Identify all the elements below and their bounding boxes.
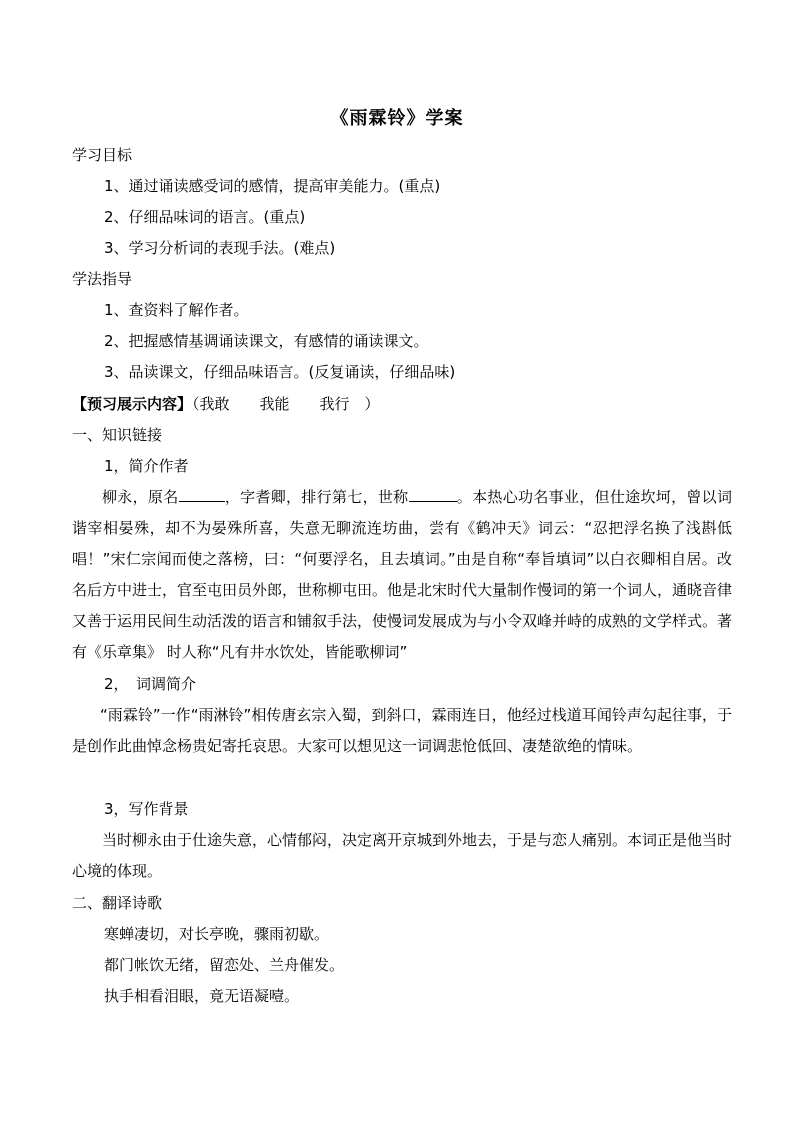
tune-paragraph: “雨霖铃”一作“雨淋铃”相传唐玄宗入蜀，到斜口，霖雨连日，他经过栈道耳闻铃声勾起往事，于是创作此曲悼念杨贵妃寄托哀思。大家可以想见这一词调悲怆低回、凄楚欲绝的情味。 <box>72 706 732 755</box>
translate-heading: 二、翻译诗歌 <box>72 894 163 912</box>
poem-line-3: 执手相看泪眼，竟无语凝噎。 <box>104 987 300 1005</box>
tune-subheading: 2， 词调简介 <box>104 675 197 693</box>
background-paragraph: 当时柳永由于仕途失意，心情郁闷，决定离开京城到外地去，于是与恋人痛别。本词正是他当时心境的体现。 <box>72 831 733 880</box>
author-subheading: 1，简介作者 <box>104 457 189 475</box>
author-text-2: ，字耆卿，排行第七，世称 <box>224 488 409 506</box>
author-text-3: 。本热心功名事业，但仕途坎坷，曾以词谐宰相晏殊，却不为晏殊所喜，失意无聊流连坊曲，尝有《鹤冲天》词云：“忍把浮名换了浅斟低唱！”宋仁宗闻而使之落榜，曰：“何要浮名，且去填词。”由是自称“奉旨填词”以白衣卿相自居。改名后方中进士，官至屯田员外郎，世称柳屯田。他是北宋时代大量制作慢词的第一个词人，通晓音律又善于运用民间生动活泼的语言和铺叙手法，使慢词发展成为与小令双峰并峙的成熟的文学样式。著有《乐章集》 时人称“凡有井水饮处，皆能歌柳词” <box>72 488 733 661</box>
preview-label: 【预习展示内容】 <box>72 395 193 413</box>
method-item-2: 2、把握感情基调诵读课文，有感情的诵读课文。 <box>104 332 429 350</box>
knowledge-heading: 一、知识链接 <box>72 426 163 444</box>
preview-line <box>72 394 380 414</box>
author-text-1: 柳永，原名 <box>102 488 179 506</box>
original-name-blank[interactable] <box>179 487 225 502</box>
goal-item-1: 1、通过诵读感受词的感情，提高审美能力。(重点) <box>104 177 441 195</box>
goal-item-2: 2、仔细品味词的语言。(重点) <box>104 208 306 226</box>
method-item-3: 3、品读课文，仔细品味语言。(反复诵读，仔细品味) <box>104 363 456 381</box>
method-item-1: 1、查资料了解作者。 <box>104 301 249 319</box>
page-title: 《雨霖铃》学案 <box>330 108 464 129</box>
background-subheading: 3，写作背景 <box>104 800 189 818</box>
preview-tail: （我敢 我能 我行 ） <box>192 395 380 413</box>
method-heading: 学法指导 <box>72 270 133 288</box>
poem-line-1: 寒蝉凄切，对长亭晚，骤雨初歇。 <box>104 925 330 943</box>
goals-heading: 学习目标 <box>72 146 133 164</box>
title-name-blank[interactable] <box>409 487 457 502</box>
author-paragraph <box>72 482 732 668</box>
goal-item-3: 3、学习分析词的表现手法。(难点) <box>104 239 336 257</box>
poem-line-2: 都门帐饮无绪，留恋处、兰舟催发。 <box>104 956 345 974</box>
